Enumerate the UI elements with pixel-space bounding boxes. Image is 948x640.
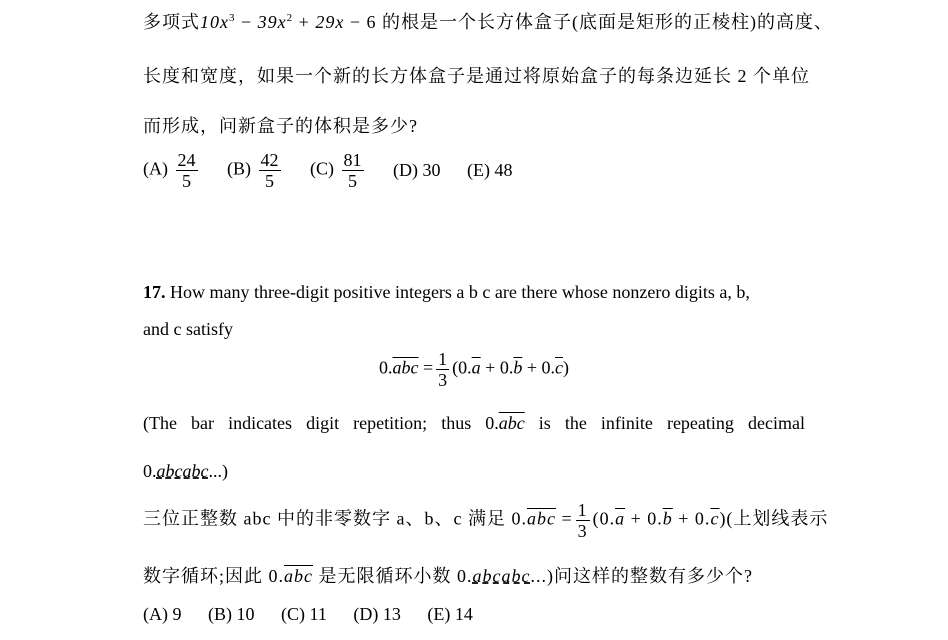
q17-number: 17. — [143, 282, 166, 302]
q16-option-e: (E) 48 — [467, 160, 513, 180]
q17-cn-line-2: 数字循环;因此 $0.\overline{abc}$ 是无限循环小数 0.abcabc...)问这样的整数有多少个? — [143, 566, 753, 586]
q16-options — [143, 150, 534, 191]
q17-line-1: 17. How many three-digit positive integers a b c are there whose nonzero digits a, b, — [143, 282, 750, 302]
q16-option-a: (A) $\frac{24}{5}$ — [143, 150, 196, 191]
q17-options — [143, 604, 495, 625]
q16-option-c: (C) $\frac{81}{5}$ — [310, 150, 362, 191]
q17-bar-line: (The bar indicates digit repetition; thus $0.\overline{abc}$ is the infinite repeating decimal — [143, 413, 805, 433]
q17-decimal-line: 0.abcabc...) — [143, 461, 228, 481]
q16-line-2: 长度和宽度，如果一个新的长方体盒子是通过将原始盒子的每条边延长 2 个单位 — [143, 66, 810, 86]
q17-option-c: (C) 11 — [281, 604, 327, 624]
q17-line-2: and c satisfy — [143, 319, 233, 339]
q16-option-d: (D) 30 — [393, 160, 441, 180]
q17-option-b: (B) 10 — [208, 604, 255, 624]
q17-option-a: (A) 9 — [143, 604, 182, 624]
q16-line-3: 而形成，问新盒子的体积是多少? — [143, 116, 418, 136]
q17-equation: $0.\overline{abc}$ = $\frac{1}{3}$ $(0.\overline{a} + 0.\overline{b} + 0.\overline{c})$ — [379, 349, 569, 390]
q17-option-e: (E) 14 — [427, 604, 473, 624]
q17-cn-line-1: 三位正整数 abc 中的非零数字 a、b、c 满足 $0.\overline{abc}$ = $\frac{1}{3}$ $(0.\overline{a} + 0.\overline{b} + 0.\overline{c})$(上划线表示 — [143, 500, 829, 541]
q17-option-d: (D) 13 — [353, 604, 401, 624]
q16-option-b: (B) $\frac{42}{5}$ — [227, 150, 279, 191]
q16-line-1: 多项式$10x^3 - 39x^2 + 29x - 6$ 的根是一个长方体盒子(底面是矩形的正棱柱)的高度、 — [143, 12, 833, 32]
